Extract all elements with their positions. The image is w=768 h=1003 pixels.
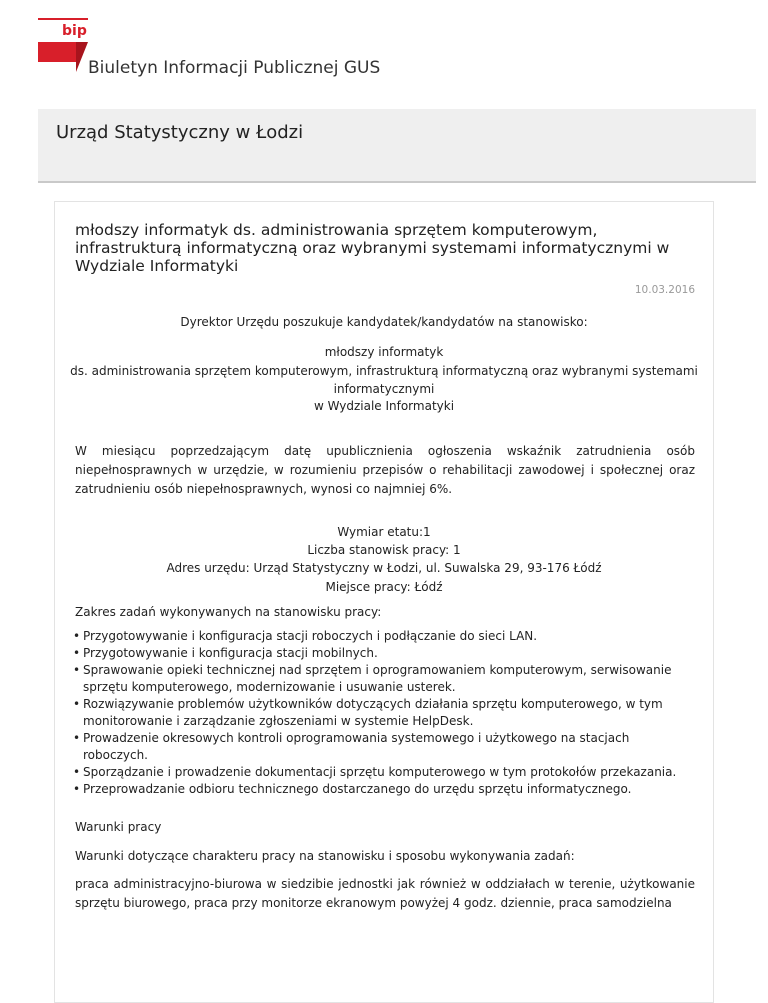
detail-line: Miejsce pracy: Łódź xyxy=(325,580,443,594)
position-line: młodszy informatyk xyxy=(324,345,444,359)
job-title: młodszy informatyk ds. administrowania sprzętem komputerowym, infrastrukturą informatyczną oraz wybranymi systemami informatycznymi w Wydziale Informatyki xyxy=(75,221,670,275)
logo-top-line xyxy=(38,18,88,20)
job-announcement-card xyxy=(54,201,714,1003)
list-item: • Przygotowywanie i konfiguracja stacji roboczych i podłączanie do sieci LAN. xyxy=(75,628,695,645)
list-item: • Prowadzenie okresowych kontroli oprogramowania systemowego i użytkowego na stacjach roboczych. xyxy=(75,730,695,764)
logo-red-block xyxy=(38,42,76,62)
disability-note: W miesiącu poprzedzającym datę upublicznienia ogłoszenia wskaźnik zatrudnienia osób niepełnosprawnych w urzędzie, w rozumieniu przepisów o rehabilitacji zawodowej i społecznej oraz zatrudnieniu osób niepełnosprawnych, wynosi co najmniej 6%. xyxy=(75,444,695,496)
conditions-heading: Warunki pracy xyxy=(75,820,162,834)
list-item: • Sprawowanie opieki technicznej nad sprzętem i oprogramowaniem komputerowym, serwisowanie sprzętu komputerowego, modernizowanie i usuwanie usterek. xyxy=(75,662,695,696)
detail-line: Liczba stanowisk pracy: 1 xyxy=(307,543,461,557)
detail-line: Wymiar etatu:1 xyxy=(337,525,431,539)
list-item: • Przygotowywanie i konfiguracja stacji mobilnych. xyxy=(75,645,695,662)
position-line: ds. administrowania sprzętem komputerowym, infrastrukturą informatyczną oraz wybranymi systemami xyxy=(70,364,698,378)
conditions-subheading: Warunki dotyczące charakteru pracy na stanowisku i sposobu wykonywania zadań: xyxy=(75,849,575,863)
publication-date: 10.03.2016 xyxy=(634,284,695,296)
list-item: • Sporządzanie i prowadzenie dokumentacji sprzętu komputerowego w tym protokołów przekazania. xyxy=(75,764,695,781)
conditions-text: praca administracyjno-biurowa w siedzibie jednostki jak również w oddziałach w terenie, użytkowanie sprzętu biurowego, praca przy monitorze ekranowym powyżej 4 godz. dziennie, praca samodzielna xyxy=(75,877,695,910)
detail-line: Adres urzędu: Urząd Statystyczny w Łodzi, ul. Suwalska 29, 93-176 Łódź xyxy=(166,561,602,575)
list-item: • Rozwiązywanie problemów użytkowników dotyczących działania sprzętu komputerowego, w tym monitorowanie i zarządzanie zgłoszeniami w systemie HelpDesk. xyxy=(75,696,695,730)
position-line: informatycznymi xyxy=(333,382,435,396)
site-title[interactable]: Biuletyn Informacji Publicznej GUS xyxy=(88,58,381,78)
tasks-list xyxy=(75,628,695,798)
office-name[interactable]: Urząd Statystyczny w Łodzi xyxy=(56,122,304,143)
tasks-heading: Zakres zadań wykonywanych na stanowisku pracy: xyxy=(75,605,382,619)
position-line: w Wydziale Informatyki xyxy=(313,399,455,413)
logo-text: bip xyxy=(62,23,87,39)
office-header xyxy=(38,109,756,183)
list-item: • Przeprowadzanie odbioru technicznego dostarczanego do urzędu sprzętu informatycznego. xyxy=(75,781,695,798)
intro-text: Dyrektor Urzędu poszukuje kandydatek/kandydatów na stanowisko: xyxy=(180,315,588,329)
logo-fold xyxy=(76,42,88,72)
bip-logo[interactable] xyxy=(38,18,88,72)
